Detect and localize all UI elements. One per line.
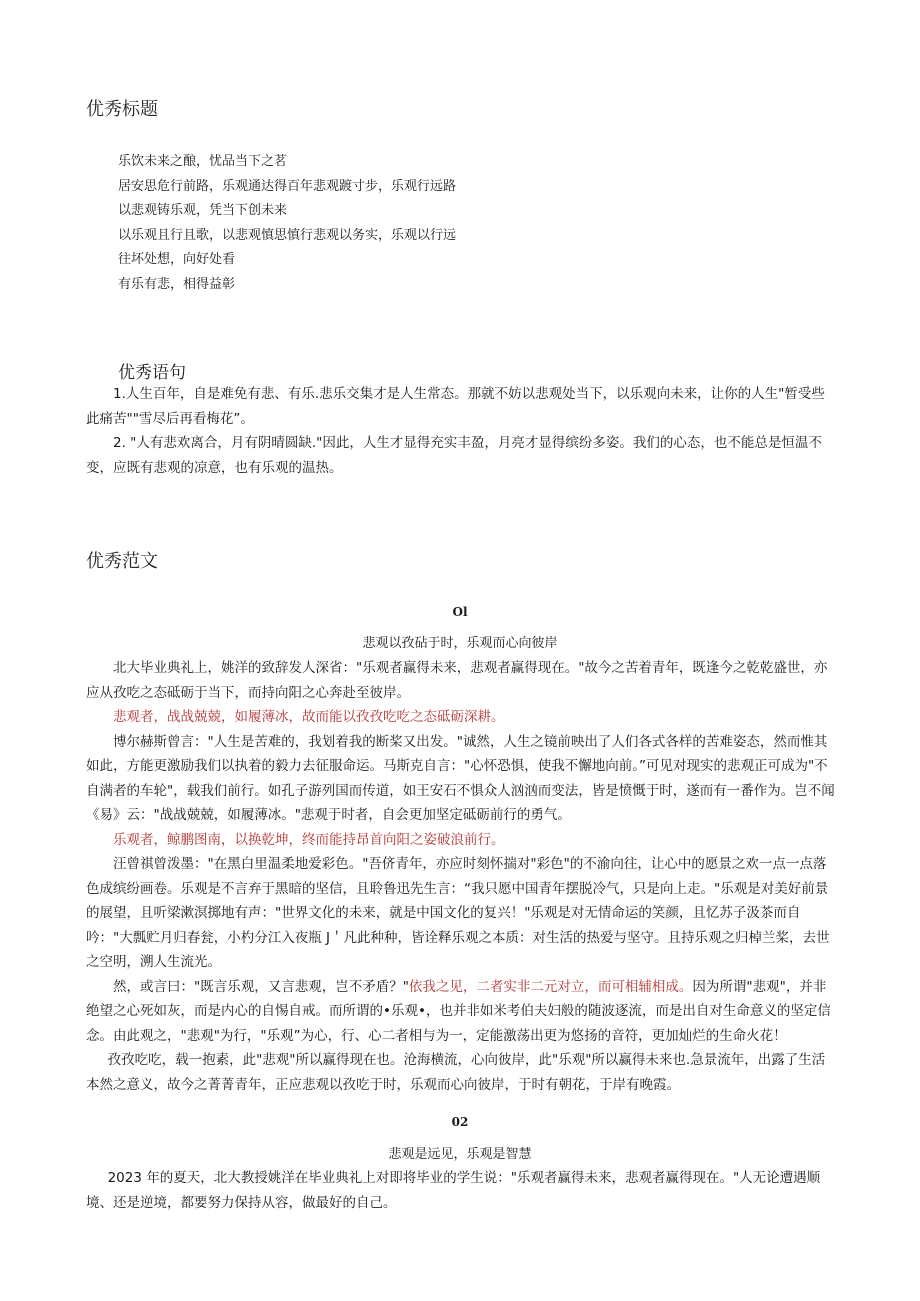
title-item: 往坏处想，向好处看	[118, 252, 236, 268]
title-item: 以乐观且行且歌，以悲观慎思慎行悲观以务实，乐观以行远	[118, 227, 457, 243]
essay-text: 因为所谓"悲观"，并非绝望之心死如灰，而是内心的自惕自戒。而所谓的•乐观•，也并非如米考伯夫妇般的随波逐流，而是出自对生命意义的坚定信念。由此观之，"悲观"为行，"乐观”为心，行、心二者相与为一，定能激荡出更为悠扬的音符，更加灿烂的生命火花！	[86, 978, 831, 1044]
essay-highlight: 乐观者，鲸鹏图南，以换乾坤，终而能持昂首向阳之姿破浪前行。	[113, 831, 505, 848]
section-heading-essays: 优秀范文	[86, 551, 158, 572]
title-list	[118, 150, 456, 298]
title-item: 乐饮未来之酿，忧品当下之茗	[118, 154, 288, 169]
essay-paragraph: 孜孜吃吃，载一抱素，此"悲观"所以赢得现在也。沧海横流，心向彼岸，此"乐观"所以赢得未来也.急景流年，出露了生活本然之意义，故今之菁菁青年，正应悲观以孜吃于时，乐观而心向彼岸，于时有朝花，于岸有晚霞。	[86, 1052, 826, 1093]
essay-paragraph: 2023 年的夏天，北大教授姚洋在毕业典礼上对即将毕业的学生说："乐观者赢得未来，悲观者赢得现在。"人无论遭遇顺境、还是逆境，都要努力保持从容，做最好的自己。	[86, 1170, 821, 1211]
essay-number: 02	[451, 1115, 469, 1129]
essay-paragraph: 北大毕业典礼上，姚洋的致辞发人深省："乐观者赢得未来，悲观者赢得现在。"故今之苦着青年，既逢今之乾乾盛世，亦应从孜吃之态砥砺于当下，而持向阳之心奔赴至彼岸。	[86, 660, 828, 701]
section-heading-titles: 优秀标题	[86, 99, 158, 120]
essay-text: 然，或言曰："既言乐观，又言悲观，岂不矛盾？"	[113, 978, 409, 995]
essay-title: 悲观是远见，乐观是智慧	[388, 1147, 532, 1162]
title-item: 以悲观铸乐观，凭当下创未来	[118, 203, 288, 219]
essay-paragraph: 博尔赫斯曾言："人生是苦难的，我划着我的断桨又出发。"诚然，人生之镜前映出了人们各式各样的苦难姿态，然而惟其如此，方能更激励我们以执着的毅力去征服命运。马斯克自言："心怀恐惧，使我不懈地向前。”可见对现实的悲观正可成为"不自满者的车轮"，载我们前行。如孔子游列国而传道，如王安石不惧众人汹汹而变法，皆是愤慨于时，遂而有一番作为。岂不闻《易》云："战战兢兢，如履薄冰。"悲观于时者，自会更加坚定砥砺前行的勇气。	[86, 733, 835, 823]
sentence-paragraph: 1.人生百年，自是难免有悲、有乐.悲乐交集才是人生常态。那就不妨以悲观处当下，以乐观向未来，让你的人生"暂受些此痛苦""雪尽后再看梅花”。	[86, 386, 825, 427]
essay-title: 悲观以孜砧于时，乐观而心向彼岸	[362, 636, 558, 651]
essay-body	[86, 656, 838, 1097]
title-item: 居安思危行前路，乐观通达得百年悲观踱寸步，乐观行远路	[118, 178, 457, 194]
sentence-paragraph: 2. "人有悲欢离合，月有阴晴圆缺."因此，人生才显得充实丰盈，月亮才显得缤纷多姿。我们的心态，也不能总是恒温不变，应既有悲观的凉意，也有乐观的温热。	[86, 435, 822, 476]
section-heading-sentences: 优秀语句	[118, 363, 186, 383]
essay-paragraph	[86, 975, 838, 1049]
essay-highlight: 悲观者，战战兢兢，如履薄冰，故而能以孜孜吃吃之态砥砺深耕。	[113, 709, 505, 725]
essay-number: Ol	[452, 605, 468, 619]
essay-highlight: 依我之见，二者实非二元对立，而可相辅相成。	[408, 978, 693, 995]
title-item: 有乐有悲，相得益彰	[118, 276, 236, 292]
essay-paragraph: 汪曾祺曾泼墨："在黑白里温柔地爱彩色。"吾侪青年，亦应时刻怀揣对"彩色"的不渝向往，让心中的愿景之欢一点一点落色成缤纷画卷。乐观是不言弃于黑暗的坚信，且聆鲁迅先生言：“我只愿中国青年摆脱冷气，只是向上走。"乐观是对美好前景的展望，且听梁漱溟掷地有声："世界文化的未来，就是中国文化的复兴！"乐观是对无情命运的笑颜，且忆苏子汲茶而自吟："大瓢贮月归春瓮，小杓分江入夜瓶 J＇凡此种种，皆诠释乐观之本质：对生活的热爱与坚守。且持乐观之归棹兰桨，去世之空明，溯人生流光。	[86, 856, 830, 970]
